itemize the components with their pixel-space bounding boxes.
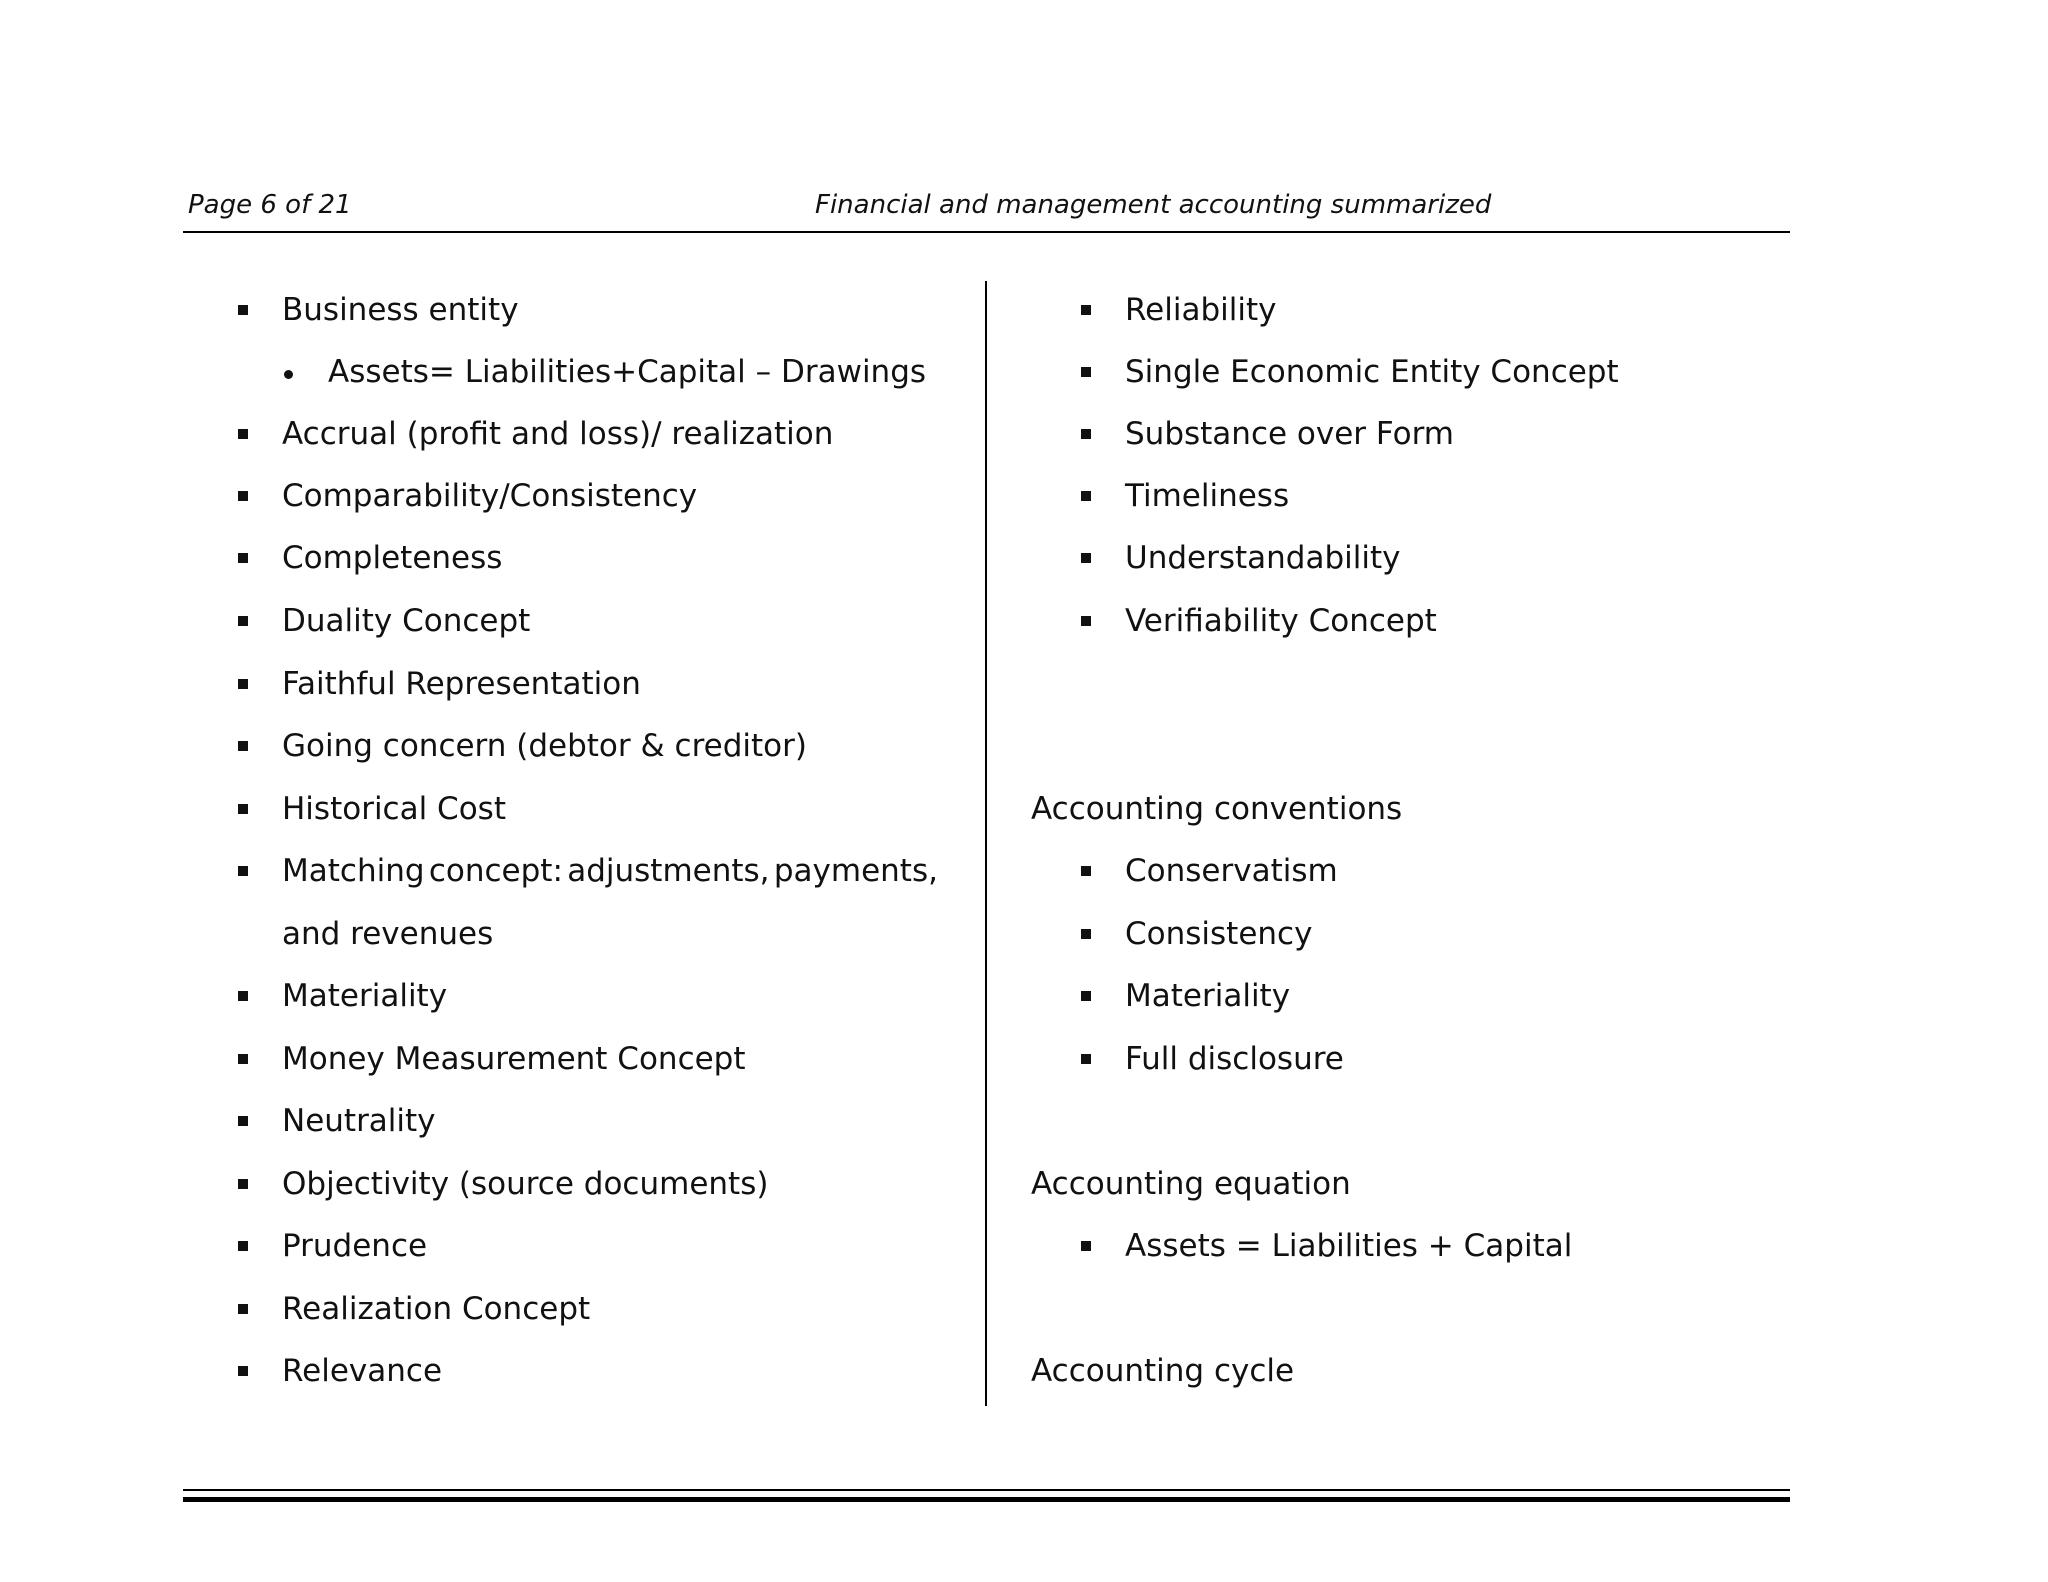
section-heading-conventions: Accounting conventions (1031, 791, 1403, 827)
sub-list-item: Assets= Liabilities+Capital – Drawings (328, 354, 927, 390)
square-bullet-icon (1081, 1054, 1091, 1064)
square-bullet-icon (1081, 553, 1091, 563)
list-item: Materiality (282, 978, 448, 1014)
square-bullet-icon (238, 1366, 248, 1376)
round-bullet-icon (284, 370, 293, 379)
square-bullet-icon (238, 804, 248, 814)
list-item: Realization Concept (282, 1291, 591, 1327)
list-item: Substance over Form (1125, 416, 1454, 452)
list-item: Verifiability Concept (1125, 603, 1437, 639)
justified-word: Matching (282, 853, 425, 889)
square-bullet-icon (1081, 866, 1091, 876)
list-item: Money Measurement Concept (282, 1041, 746, 1077)
list-item: Completeness (282, 540, 503, 576)
square-bullet-icon (238, 1241, 248, 1251)
list-item: Single Economic Entity Concept (1125, 354, 1619, 390)
list-item: Timeliness (1125, 478, 1290, 514)
column-divider (985, 281, 987, 1406)
list-item: Business entity (282, 292, 519, 328)
list-item: Faithful Representation (282, 666, 641, 702)
footer-rule-thin (183, 1489, 1790, 1491)
square-bullet-icon (1081, 929, 1091, 939)
square-bullet-icon (238, 866, 248, 876)
square-bullet-icon (238, 1116, 248, 1126)
list-item: Prudence (282, 1228, 428, 1264)
square-bullet-icon (1081, 1241, 1091, 1251)
justified-word: payments, (773, 853, 938, 889)
list-item-justified-line (282, 851, 938, 891)
square-bullet-icon (238, 741, 248, 751)
list-item: Accrual (profit and loss)/ realization (282, 416, 834, 452)
footer-rule-thick (183, 1497, 1790, 1502)
square-bullet-icon (238, 616, 248, 626)
list-item: Understandability (1125, 540, 1401, 576)
list-item: Objectivity (source documents) (282, 1166, 769, 1202)
section-heading-equation: Accounting equation (1031, 1166, 1351, 1202)
square-bullet-icon (238, 1304, 248, 1314)
list-item: Reliability (1125, 292, 1277, 328)
square-bullet-icon (1081, 491, 1091, 501)
list-item: Conservatism (1125, 853, 1338, 889)
page-number: Page 6 of 21 (188, 190, 352, 220)
justified-word: concept: (428, 853, 563, 889)
list-item: Going concern (debtor & creditor) (282, 728, 807, 764)
square-bullet-icon (238, 991, 248, 1001)
list-item: Comparability/Consistency (282, 478, 698, 514)
running-title: Financial and management accounting summarized (815, 190, 1492, 220)
square-bullet-icon (238, 491, 248, 501)
square-bullet-icon (1081, 305, 1091, 315)
list-item: Historical Cost (282, 791, 506, 827)
list-item: Consistency (1125, 916, 1313, 952)
square-bullet-icon (1081, 429, 1091, 439)
square-bullet-icon (1081, 367, 1091, 377)
justified-word: adjustments, (567, 853, 770, 889)
square-bullet-icon (238, 305, 248, 315)
list-item: Relevance (282, 1353, 443, 1389)
square-bullet-icon (238, 1179, 248, 1189)
list-item: Duality Concept (282, 603, 531, 639)
square-bullet-icon (1081, 991, 1091, 1001)
square-bullet-icon (1081, 616, 1091, 626)
square-bullet-icon (238, 553, 248, 563)
list-item: Assets = Liabilities + Capital (1125, 1228, 1573, 1264)
square-bullet-icon (238, 679, 248, 689)
square-bullet-icon (238, 1054, 248, 1064)
list-item: Full disclosure (1125, 1041, 1344, 1077)
list-item: Materiality (1125, 978, 1291, 1014)
list-item-continuation: and revenues (282, 916, 494, 952)
list-item: Neutrality (282, 1103, 436, 1139)
header-rule (183, 231, 1790, 233)
section-heading-cycle: Accounting cycle (1031, 1353, 1295, 1389)
square-bullet-icon (238, 429, 248, 439)
